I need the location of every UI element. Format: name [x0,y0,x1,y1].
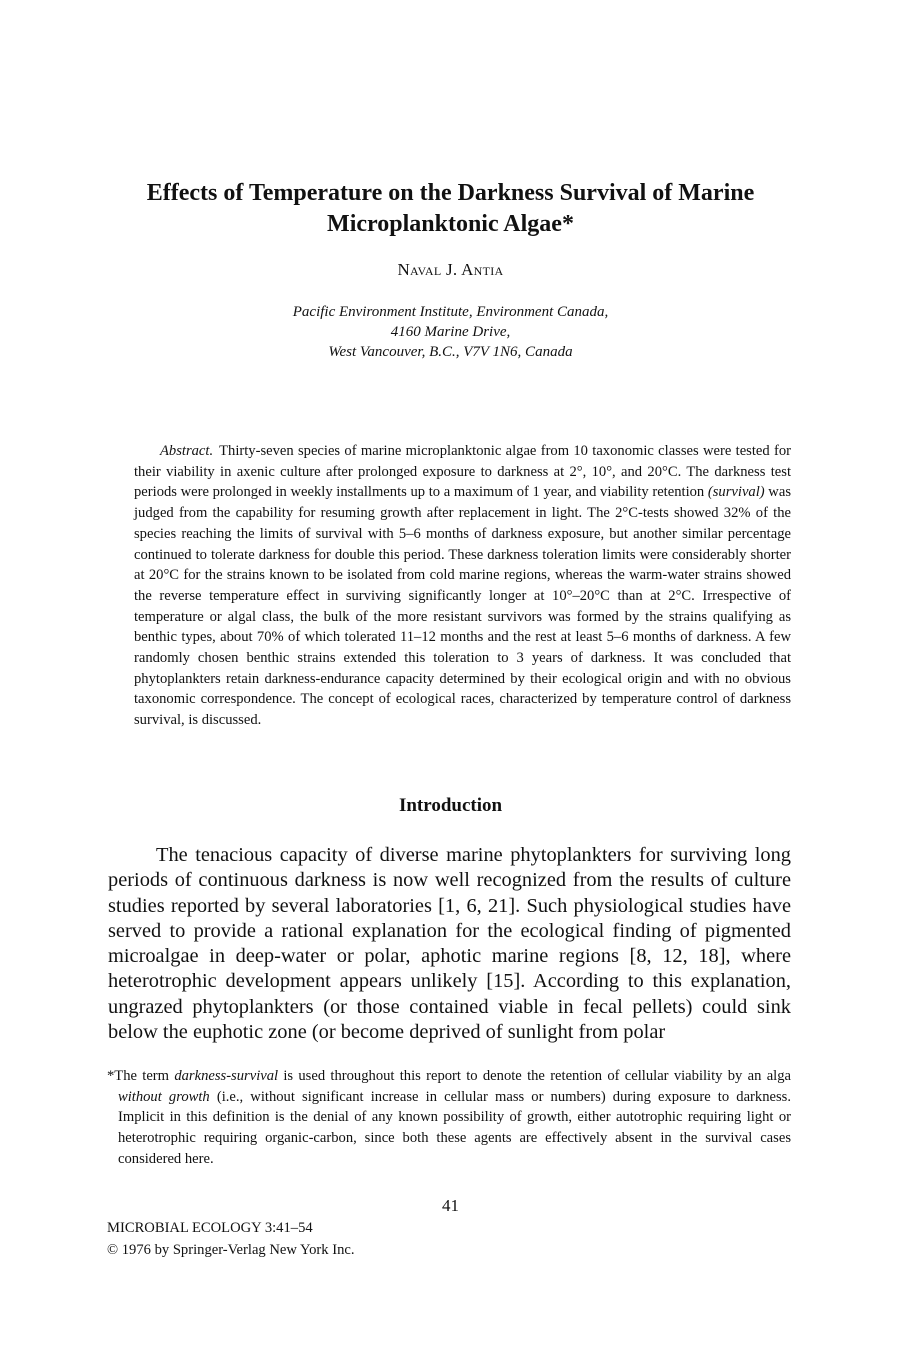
affiliation-line-1: Pacific Environment Institute, Environment Canada, [292,304,609,320]
affiliation-line-3: West Vancouver, B.C., V7V 1N6, Canada [328,344,573,360]
copyright-notice: © 1976 by Springer-Verlag New York Inc. [107,1242,355,1258]
abstract-survival-term: (survival) [707,484,765,501]
abstract-label: Abstract. [160,443,214,459]
author-affiliation [100,302,801,362]
title-line-1: Effects of Temperature on the Darkness Survival of Marine [146,180,755,206]
title-line-2: Microplanktonic Algae* [327,211,574,237]
footnote-text-3: (i.e., without significant increase in cellular mass or numbers) during exposure to darkness. Implicit in this definition is the denial of any known possibility of growth, either autotrophic requiring light or heterotrophic requiring organic-carbon, since both these agents are effectively absent in the survival cases considered here. [118,1088,791,1167]
footnote [107,1066,791,1170]
footnote-term: darkness-survival [174,1068,279,1084]
footnote-without-growth: without growth [118,1088,210,1105]
footnote-text-2: is used throughout this report to denote the retention of cellular viability by an alga [278,1068,791,1084]
abstract-text-1: Thirty-seven species of marine microplanktonic algae from 10 taxonomic classes were tested for their viability in axenic culture after prolonged exposure to darkness at 2°, 10°, and 20°C. The darkness test periods were prolonged in weekly installments up to a maximum of 1 year, and viability retention [134,443,791,501]
affiliation-line-2: 4160 Marine Drive, [390,324,511,340]
author-name-text: Naval J. Antia [397,260,504,279]
paper-title [100,178,801,240]
page-number: 41 [442,1196,459,1215]
author-name [100,260,801,280]
abstract [134,441,791,731]
abstract-text-2: was judged from the capability for resuming growth after replacement in light. The 2°C-tests showed 32% of the species reaching the limits of survival with 5–6 months of darkness exposure, but another similar percentage continued to tolerate darkness for double this period. These darkness toleration limits were considerably shorter at 20°C for the strains known to be isolated from cold marine regions, whereas the warm-water strains showed the reverse temperature effect in surviving significantly longer at 10°–20°C than at 2°C. Irrespective of temperature or algal class, the bulk of the more resistant survivors was formed by the strains qualifying as benthic types, about 70% of which tolerated 11–12 months and the rest at least 5–6 months of darkness. A few randomly chosen benthic strains extended this toleration to 3 years of darkness. It was concluded that phytoplankters retain darkness-endurance capacity determined by their ecological origin and with no obvious taxonomic correspondence. The concept of ecological races, characterized by temperature control of darkness survival, is discussed. [134,484,791,729]
footnote-text-1: *The term [107,1068,175,1084]
introduction-paragraph: The tenacious capacity of diverse marine phytoplankters for surviving long periods of continuous darkness is now well recognized from the results of culture studies reported by several laboratories [1, 6, 21]. Such physiological studies have served to provide a rational explanation for the ecological finding of pigmented microalgae in deep-water or polar, aphotic marine regions [8, 12, 18], where heterotrophic development appears unlikely [15]. According to this explanation, ungrazed phytoplankters (or those contained viable in fecal pellets) could sink below the euphotic zone (or become deprived of sunlight from polar [108,844,791,1044]
journal-citation: MICROBIAL ECOLOGY 3:41–54 [107,1220,313,1236]
section-heading-introduction: Introduction [398,795,503,816]
